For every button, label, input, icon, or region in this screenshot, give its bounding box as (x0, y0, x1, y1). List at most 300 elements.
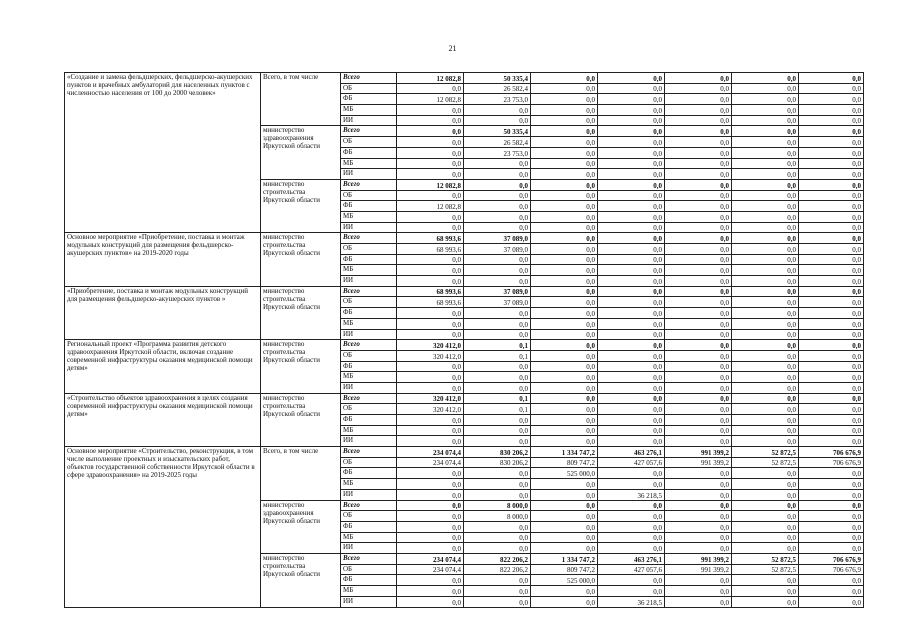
amount-cell: 0,0 (732, 126, 799, 137)
amount-cell: 0,0 (799, 318, 864, 329)
amount-cell: 830 206,2 (464, 457, 531, 468)
amount-cell: 0,0 (464, 329, 531, 340)
funding-source: ФБ (341, 201, 397, 212)
amount-cell: 234 074,4 (397, 447, 464, 458)
funding-source: ИИ (341, 382, 397, 393)
amount-cell: 0,0 (531, 511, 598, 522)
amount-cell: 0,0 (598, 83, 665, 94)
amount-cell: 0,0 (397, 425, 464, 436)
amount-cell: 0,0 (531, 276, 598, 287)
funding-source: ИИ (341, 115, 397, 126)
amount-cell: 0,0 (732, 286, 799, 297)
amount-cell: 0,0 (665, 329, 732, 340)
funding-source: ИИ (341, 276, 397, 287)
amount-cell: 0,0 (397, 372, 464, 383)
amount-cell: 0,0 (799, 329, 864, 340)
amount-cell: 234 074,4 (397, 553, 464, 564)
amount-cell: 0,0 (732, 479, 799, 490)
amount-cell: 0,0 (598, 382, 665, 393)
amount-cell: 0,0 (732, 201, 799, 212)
amount-cell: 0,0 (799, 83, 864, 94)
funding-source: Всего (341, 393, 397, 404)
amount-cell: 0,0 (397, 500, 464, 511)
amount-cell: 0,0 (531, 126, 598, 137)
funding-source: ИИ (341, 222, 397, 233)
funding-source: ФБ (341, 468, 397, 479)
amount-cell: 12 082,8 (397, 179, 464, 190)
amount-cell: 0,0 (732, 361, 799, 372)
amount-cell: 0,0 (531, 105, 598, 116)
amount-cell: 0,0 (598, 179, 665, 190)
funding-source: ИИ (341, 543, 397, 554)
amount-cell: 0,0 (799, 521, 864, 532)
amount-cell: 830 206,2 (464, 447, 531, 458)
amount-cell: 50 335,4 (464, 126, 531, 137)
amount-cell: 0,0 (464, 222, 531, 233)
amount-cell: 0,0 (665, 211, 732, 222)
amount-cell: 0,0 (464, 115, 531, 126)
amount-cell: 0,0 (799, 169, 864, 180)
amount-cell: 0,0 (598, 147, 665, 158)
amount-cell: 26 582,4 (464, 83, 531, 94)
amount-cell: 0,0 (665, 254, 732, 265)
amount-cell: 0,0 (531, 329, 598, 340)
amount-cell: 0,0 (464, 318, 531, 329)
amount-cell: 0,0 (598, 286, 665, 297)
amount-cell: 0,0 (732, 393, 799, 404)
amount-cell: 0,0 (598, 521, 665, 532)
amount-cell: 0,0 (799, 511, 864, 522)
amount-cell: 0,0 (732, 382, 799, 393)
amount-cell: 0,0 (665, 404, 732, 415)
amount-cell: 463 276,1 (598, 553, 665, 564)
amount-cell: 0,0 (531, 73, 598, 84)
funding-table-body (65, 73, 864, 608)
amount-cell: 0,0 (598, 361, 665, 372)
amount-cell: 0,0 (531, 94, 598, 105)
amount-cell: 0,0 (665, 244, 732, 255)
amount-cell: 0,0 (397, 586, 464, 597)
amount-cell: 0,0 (598, 586, 665, 597)
amount-cell: 0,0 (665, 543, 732, 554)
amount-cell: 0,0 (464, 489, 531, 500)
executor-label: министерство строительства Иркутской области (261, 179, 341, 232)
amount-cell: 0,0 (531, 222, 598, 233)
executor-label: министерство строительства Иркутской области (261, 393, 341, 446)
executor-label: министерство здравоохранения Иркутской области (261, 126, 341, 179)
table-row (65, 447, 864, 458)
amount-cell: 26 582,4 (464, 137, 531, 148)
amount-cell: 0,0 (732, 404, 799, 415)
funding-source: МБ (341, 211, 397, 222)
amount-cell: 234 074,4 (397, 457, 464, 468)
amount-cell: 0,0 (598, 244, 665, 255)
funding-source: МБ (341, 105, 397, 116)
funding-source: МБ (341, 479, 397, 490)
amount-cell: 0,0 (732, 73, 799, 84)
amount-cell: 0,0 (598, 190, 665, 201)
amount-cell: 0,0 (464, 276, 531, 287)
funding-source: МБ (341, 265, 397, 276)
amount-cell: 0,0 (531, 425, 598, 436)
amount-cell: 0,0 (732, 340, 799, 351)
amount-cell: 0,0 (665, 308, 732, 319)
amount-cell: 0,0 (665, 137, 732, 148)
amount-cell: 0,0 (732, 137, 799, 148)
amount-cell: 0,0 (464, 521, 531, 532)
amount-cell: 0,0 (799, 425, 864, 436)
amount-cell: 0,0 (598, 404, 665, 415)
amount-cell: 0,0 (665, 361, 732, 372)
amount-cell: 0,0 (665, 126, 732, 137)
amount-cell: 0,0 (799, 126, 864, 137)
amount-cell: 0,0 (397, 575, 464, 586)
amount-cell: 0,0 (531, 382, 598, 393)
amount-cell: 0,0 (464, 169, 531, 180)
funding-source: ФБ (341, 147, 397, 158)
amount-cell: 0,0 (531, 233, 598, 244)
amount-cell: 320 412,0 (397, 393, 464, 404)
executor-label: министерство строительства Иркутской области (261, 340, 341, 393)
amount-cell: 0,0 (799, 404, 864, 415)
amount-cell: 0,0 (799, 265, 864, 276)
funding-source: ОБ (341, 297, 397, 308)
amount-cell: 0,0 (464, 382, 531, 393)
activity-name: Основное мероприятие «Строительство, реконструкция, в том числе выполнение проектных и изыскательских работ, объектов государственной собственности Иркутской области в сфере здравоохранения» на 2019-2025 годы (65, 447, 261, 608)
amount-cell: 0,0 (464, 586, 531, 597)
amount-cell: 0,0 (665, 521, 732, 532)
amount-cell: 427 057,6 (598, 457, 665, 468)
activity-name: «Создание и замена фельдшерских, фельдшерско-акушерских пунктов и врачебных амбулаторий для населенных пунктов с численностью населения от 100 до 2000 человек» (65, 73, 261, 233)
funding-source: МБ (341, 532, 397, 543)
amount-cell: 0,0 (799, 73, 864, 84)
funding-source: ОБ (341, 511, 397, 522)
amount-cell: 0,0 (665, 340, 732, 351)
amount-cell: 0,0 (598, 532, 665, 543)
amount-cell: 0,0 (598, 94, 665, 105)
amount-cell: 822 206,2 (464, 553, 531, 564)
amount-cell: 0,0 (598, 425, 665, 436)
amount-cell: 0,0 (531, 372, 598, 383)
amount-cell: 0,0 (732, 329, 799, 340)
amount-cell: 706 676,9 (799, 553, 864, 564)
amount-cell: 0,0 (598, 393, 665, 404)
amount-cell: 0,0 (464, 479, 531, 490)
amount-cell: 52 872,5 (732, 457, 799, 468)
amount-cell: 0,1 (464, 404, 531, 415)
amount-cell: 0,0 (397, 169, 464, 180)
amount-cell: 0,0 (397, 532, 464, 543)
amount-cell: 0,0 (732, 147, 799, 158)
amount-cell: 0,0 (531, 115, 598, 126)
executor-label: министерство строительства Иркутской области (261, 233, 341, 286)
amount-cell: 0,0 (799, 190, 864, 201)
funding-source: ИИ (341, 169, 397, 180)
amount-cell: 0,0 (799, 489, 864, 500)
amount-cell: 52 872,5 (732, 447, 799, 458)
amount-cell: 0,0 (464, 158, 531, 169)
funding-source: ОБ (341, 244, 397, 255)
amount-cell: 0,0 (665, 158, 732, 169)
amount-cell: 0,0 (531, 340, 598, 351)
amount-cell: 0,0 (799, 105, 864, 116)
amount-cell: 0,0 (464, 575, 531, 586)
amount-cell: 0,0 (531, 393, 598, 404)
amount-cell: 0,0 (665, 436, 732, 447)
amount-cell: 0,0 (598, 276, 665, 287)
funding-source: ОБ (341, 457, 397, 468)
amount-cell: 0,0 (665, 276, 732, 287)
amount-cell: 0,0 (799, 211, 864, 222)
amount-cell: 0,0 (531, 158, 598, 169)
amount-cell: 0,0 (799, 244, 864, 255)
amount-cell: 0,0 (598, 511, 665, 522)
amount-cell: 0,0 (665, 222, 732, 233)
amount-cell: 0,0 (732, 532, 799, 543)
executor-label: министерство строительства Иркутской области (261, 286, 341, 339)
amount-cell: 0,0 (732, 233, 799, 244)
amount-cell: 0,0 (732, 254, 799, 265)
amount-cell: 0,0 (464, 201, 531, 212)
amount-cell: 0,0 (665, 179, 732, 190)
amount-cell: 0,0 (732, 265, 799, 276)
funding-table-container (64, 72, 863, 608)
amount-cell: 0,0 (732, 575, 799, 586)
amount-cell: 0,0 (397, 222, 464, 233)
funding-source: ФБ (341, 575, 397, 586)
amount-cell: 0,0 (464, 105, 531, 116)
executor-label: министерство строительства Иркутской области (261, 553, 341, 607)
amount-cell: 0,0 (665, 393, 732, 404)
amount-cell: 320 412,0 (397, 340, 464, 351)
amount-cell: 0,0 (732, 596, 799, 607)
amount-cell: 0,0 (531, 318, 598, 329)
amount-cell: 0,0 (732, 169, 799, 180)
amount-cell: 320 412,0 (397, 404, 464, 415)
amount-cell: 0,0 (397, 254, 464, 265)
amount-cell: 427 057,6 (598, 564, 665, 575)
amount-cell: 1 334 747,2 (531, 447, 598, 458)
funding-source: МБ (341, 586, 397, 597)
amount-cell: 12 082,8 (397, 201, 464, 212)
amount-cell: 0,0 (732, 500, 799, 511)
amount-cell: 0,1 (464, 393, 531, 404)
amount-cell: 0,0 (665, 532, 732, 543)
amount-cell: 8 000,0 (464, 511, 531, 522)
funding-source: Всего (341, 340, 397, 351)
funding-source: МБ (341, 425, 397, 436)
amount-cell: 0,0 (464, 190, 531, 201)
amount-cell: 0,0 (397, 596, 464, 607)
funding-source: ФБ (341, 415, 397, 426)
amount-cell: 0,0 (531, 521, 598, 532)
amount-cell: 0,0 (799, 308, 864, 319)
executor-label: Всего, в том числе (261, 447, 341, 500)
funding-source: Всего (341, 553, 397, 564)
amount-cell: 0,0 (397, 190, 464, 201)
amount-cell: 0,0 (598, 222, 665, 233)
amount-cell: 0,0 (732, 94, 799, 105)
amount-cell: 0,0 (732, 436, 799, 447)
amount-cell: 0,0 (665, 297, 732, 308)
amount-cell: 0,0 (598, 575, 665, 586)
amount-cell: 0,0 (531, 361, 598, 372)
amount-cell: 0,0 (799, 382, 864, 393)
amount-cell: 0,0 (531, 500, 598, 511)
funding-source: ИИ (341, 436, 397, 447)
amount-cell: 0,0 (531, 297, 598, 308)
funding-table (64, 72, 864, 608)
amount-cell: 0,0 (665, 286, 732, 297)
amount-cell: 0,0 (397, 211, 464, 222)
funding-source: ОБ (341, 190, 397, 201)
amount-cell: 0,0 (464, 211, 531, 222)
amount-cell: 0,0 (464, 361, 531, 372)
amount-cell: 0,0 (732, 244, 799, 255)
amount-cell: 0,0 (598, 308, 665, 319)
amount-cell: 0,0 (531, 415, 598, 426)
amount-cell: 0,0 (598, 254, 665, 265)
amount-cell: 0,0 (732, 521, 799, 532)
amount-cell: 0,0 (598, 329, 665, 340)
funding-source: Всего (341, 233, 397, 244)
activity-name: Основное мероприятие «Приобретение, поставка и монтаж модульных конструкций для размещения фельдшерско-акушерских пунктов» на 2019-2020 годы (65, 233, 261, 286)
amount-cell: 0,0 (531, 83, 598, 94)
amount-cell: 0,0 (732, 318, 799, 329)
amount-cell: 0,0 (665, 190, 732, 201)
amount-cell: 0,0 (464, 265, 531, 276)
amount-cell: 0,0 (397, 382, 464, 393)
amount-cell: 0,0 (531, 532, 598, 543)
amount-cell: 0,0 (598, 500, 665, 511)
amount-cell: 0,0 (397, 158, 464, 169)
amount-cell: 0,0 (665, 265, 732, 276)
amount-cell: 0,0 (598, 265, 665, 276)
funding-source: ИИ (341, 329, 397, 340)
funding-source: ИИ (341, 489, 397, 500)
amount-cell: 0,0 (732, 83, 799, 94)
amount-cell: 68 993,6 (397, 297, 464, 308)
table-row (65, 393, 864, 404)
amount-cell: 1 334 747,2 (531, 553, 598, 564)
amount-cell: 0,0 (799, 233, 864, 244)
amount-cell: 0,0 (665, 500, 732, 511)
amount-cell: 37 089,0 (464, 286, 531, 297)
funding-source: ФБ (341, 254, 397, 265)
amount-cell: 0,0 (732, 543, 799, 554)
amount-cell: 0,0 (799, 286, 864, 297)
amount-cell: 52 872,5 (732, 564, 799, 575)
amount-cell: 706 676,9 (799, 447, 864, 458)
amount-cell: 0,0 (397, 147, 464, 158)
amount-cell: 0,0 (665, 575, 732, 586)
amount-cell: 0,0 (397, 105, 464, 116)
amount-cell: 0,0 (598, 105, 665, 116)
amount-cell: 0,0 (799, 415, 864, 426)
amount-cell: 0,0 (665, 115, 732, 126)
amount-cell: 0,0 (397, 115, 464, 126)
funding-source: ОБ (341, 404, 397, 415)
amount-cell: 0,0 (531, 286, 598, 297)
amount-cell: 0,0 (799, 361, 864, 372)
amount-cell: 0,0 (665, 511, 732, 522)
amount-cell: 0,0 (799, 575, 864, 586)
amount-cell: 0,0 (397, 265, 464, 276)
amount-cell: 0,0 (397, 511, 464, 522)
amount-cell: 0,0 (464, 415, 531, 426)
amount-cell: 0,0 (464, 308, 531, 319)
amount-cell: 0,0 (397, 521, 464, 532)
amount-cell: 0,0 (799, 468, 864, 479)
amount-cell: 0,0 (732, 222, 799, 233)
funding-source: ИИ (341, 596, 397, 607)
amount-cell: 0,0 (397, 361, 464, 372)
funding-source: МБ (341, 372, 397, 383)
amount-cell: 0,0 (397, 318, 464, 329)
amount-cell: 0,0 (598, 468, 665, 479)
amount-cell: 0,0 (665, 372, 732, 383)
amount-cell: 0,0 (598, 115, 665, 126)
amount-cell: 0,0 (598, 318, 665, 329)
amount-cell: 0,0 (531, 244, 598, 255)
amount-cell: 0,0 (397, 329, 464, 340)
amount-cell: 0,0 (665, 596, 732, 607)
amount-cell: 0,0 (799, 115, 864, 126)
amount-cell: 0,0 (799, 179, 864, 190)
amount-cell: 0,0 (799, 596, 864, 607)
amount-cell: 0,0 (397, 468, 464, 479)
amount-cell: 0,0 (598, 158, 665, 169)
amount-cell: 0,0 (732, 105, 799, 116)
funding-source: ОБ (341, 137, 397, 148)
amount-cell: 0,0 (531, 179, 598, 190)
amount-cell: 525 000,0 (531, 575, 598, 586)
amount-cell: 0,0 (531, 543, 598, 554)
amount-cell: 0,0 (799, 201, 864, 212)
amount-cell: 0,0 (799, 436, 864, 447)
funding-source: Всего (341, 500, 397, 511)
amount-cell: 12 082,8 (397, 94, 464, 105)
amount-cell: 809 747,2 (531, 564, 598, 575)
amount-cell: 0,0 (531, 479, 598, 490)
amount-cell: 0,0 (799, 254, 864, 265)
amount-cell: 0,0 (732, 276, 799, 287)
amount-cell: 0,0 (598, 436, 665, 447)
amount-cell: 0,0 (397, 126, 464, 137)
activity-name: Региональный проект «Программа развития детского здравоохранения Иркутской области, включая создание современной инфраструктуры оказания медицинской помощи детям» (65, 340, 261, 393)
amount-cell: 0,0 (464, 254, 531, 265)
amount-cell: 0,0 (531, 586, 598, 597)
amount-cell: 0,0 (665, 83, 732, 94)
amount-cell: 0,0 (665, 73, 732, 84)
amount-cell: 0,0 (665, 415, 732, 426)
amount-cell: 0,0 (799, 479, 864, 490)
amount-cell: 0,0 (799, 94, 864, 105)
amount-cell: 0,0 (598, 201, 665, 212)
amount-cell: 0,0 (799, 586, 864, 597)
amount-cell: 0,0 (531, 265, 598, 276)
amount-cell: 0,0 (531, 254, 598, 265)
amount-cell: 0,0 (799, 393, 864, 404)
amount-cell: 0,0 (732, 190, 799, 201)
amount-cell: 0,0 (464, 543, 531, 554)
amount-cell: 0,0 (531, 201, 598, 212)
amount-cell: 991 399,2 (665, 564, 732, 575)
amount-cell: 809 747,2 (531, 457, 598, 468)
amount-cell: 0,0 (799, 137, 864, 148)
amount-cell: 36 218,5 (598, 489, 665, 500)
funding-source: ОБ (341, 83, 397, 94)
